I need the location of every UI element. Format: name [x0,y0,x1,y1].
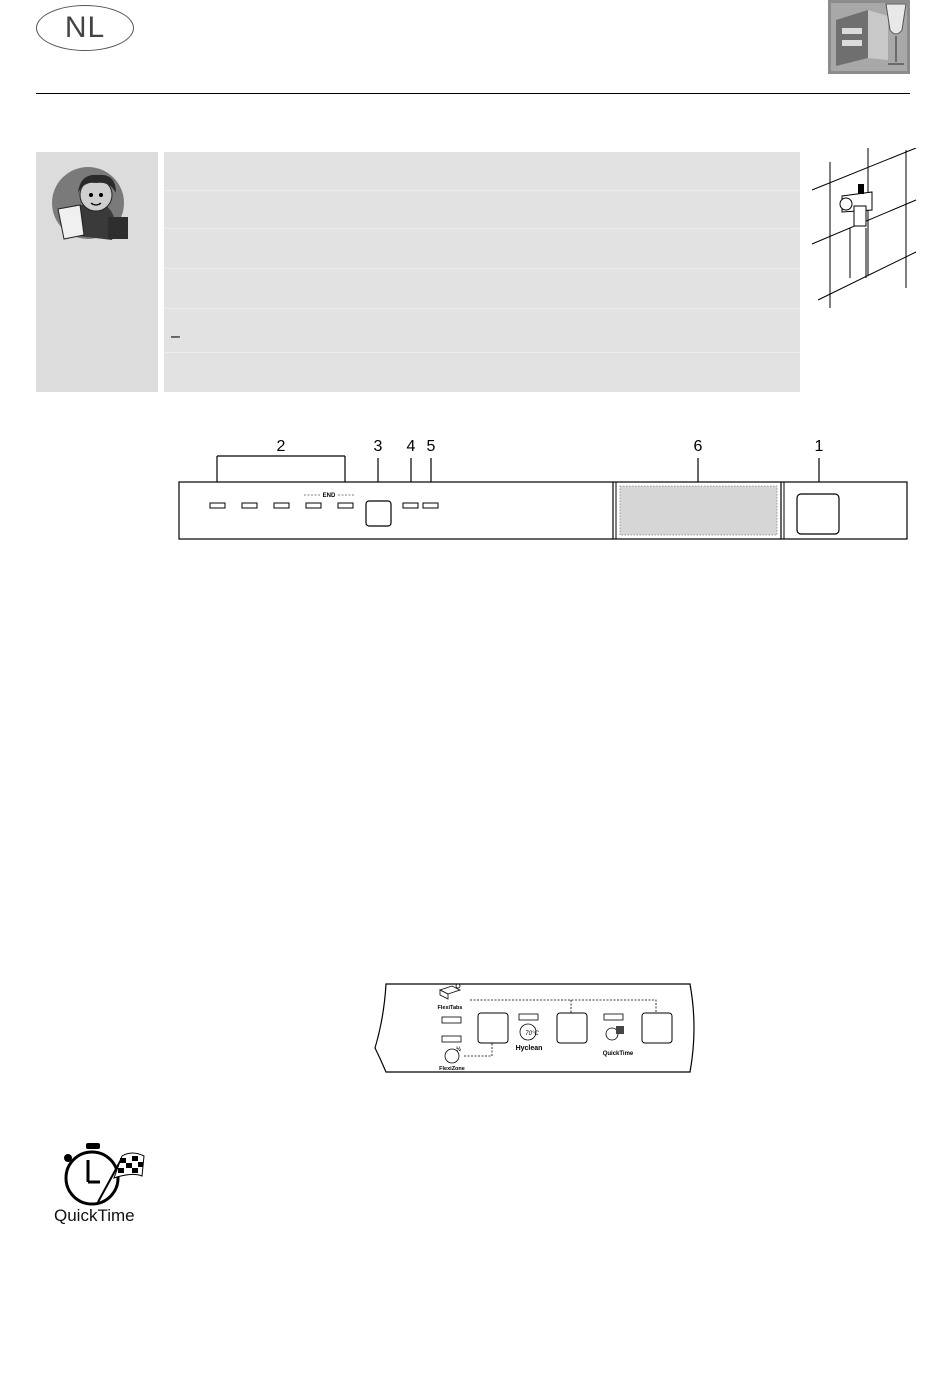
note-line [164,190,800,191]
option-button-3 [642,1013,672,1043]
program-led [242,503,257,508]
half-label: ½ [456,1047,462,1053]
program-led [274,503,289,508]
callout-5: 5 [426,438,436,455]
quicktime-label: QuickTime [54,1206,135,1225]
program-led [210,503,225,508]
power-button [797,494,839,534]
flexizone-label: FlexiZone [439,1066,465,1072]
callout-6: 6 [693,438,703,455]
program-button [366,501,391,526]
program-led [306,503,321,508]
flexizone-led [442,1036,461,1042]
options-panel-diagram [372,978,702,1078]
note-bullet-dash: – [171,328,180,345]
callout-4: 4 [406,438,416,455]
option-button-1 [478,1013,508,1043]
header-divider [36,93,910,94]
note-line [164,268,800,269]
quicktime-led [604,1014,623,1020]
callout-3: 3 [373,438,383,455]
program-led [338,503,353,508]
indicator-led-4 [403,503,418,508]
callout-2: 2 [276,438,286,455]
note-line [164,352,800,353]
note-line [164,308,800,309]
checkered-flag-icon [114,1153,144,1178]
assistant-character-icon [50,165,140,250]
option-button-2 [557,1013,587,1043]
hyclean-led [519,1014,538,1020]
callout-1: 1 [814,438,824,455]
quicktime-small-label: QuickTime [602,1051,634,1057]
display-window [620,486,777,535]
end-label: END [322,493,336,499]
control-panel-diagram [170,430,915,550]
flexitabs-led [442,1017,461,1023]
note-text-panel [164,152,800,392]
dishwasher-glass-icon [828,0,910,74]
flexitabs-label: FlexiTabs [437,1005,463,1011]
hyclean-temp: 70°C [525,1031,539,1037]
language-badge: NL [36,5,134,51]
water-tap-illustration [808,148,920,313]
note-line [164,228,800,229]
hyclean-label: Hyclean [515,1045,543,1052]
indicator-led-5 [423,503,438,508]
quicktime-stopwatch-icon [52,1138,152,1210]
